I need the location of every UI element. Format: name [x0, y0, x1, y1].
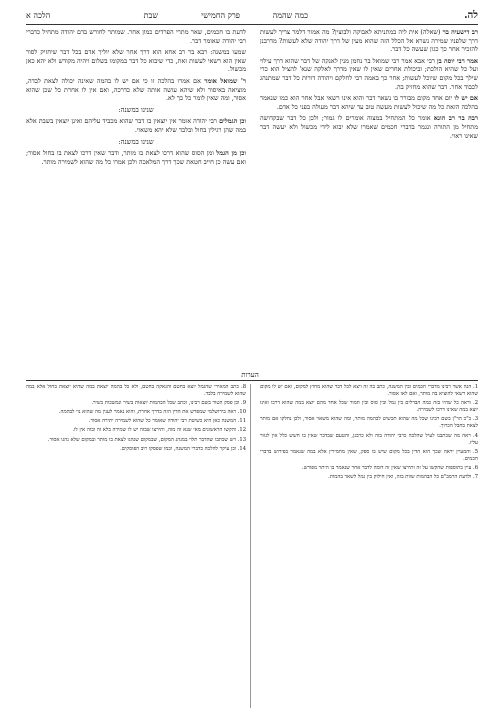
- footnotes-left-column: [26, 384, 246, 710]
- text-paragraph: [26, 117, 246, 134]
- paragraph-lead-words: וכן הגמלים: [219, 117, 246, 126]
- paragraph-body: אם אמרו בהלכה זו כי אם יש לו בהמה שאינה יכולה לצאת לבדה, מוציאה באיסור ולא שיהא עושה אותה שלא כדרכה, ואם אין לו אחרת כל שכן שהוא אסור, ומה שאין לומר כל כך לא.: [26, 76, 246, 103]
- paragraph-lead-words: אם יש לו: [454, 94, 478, 103]
- section-heading: [26, 106, 246, 115]
- footnote: 14. וכן עיקר להלכה כדברי המשנה, וכמו שפסקו רוב הפוסקים.: [120, 445, 246, 452]
- footnote: 7. ולדעת הרמב"ם כל הבהמות שוות בזה, ואין חילוק בין גמל לשאר בהמות.: [328, 474, 478, 481]
- text-paragraph: [26, 77, 246, 103]
- text-paragraph: [260, 114, 478, 140]
- footnote: 3. כ"כ הר"ן בשם רבינו שכל מה שהוא תכשיט לבהמה מותר, ומה שהוא משאוי אסור, ולכן נחלקו אם מותר לצאת בחבל הכרוך.: [260, 416, 478, 430]
- footnote: 10. ראה בירושלמי שמפרש את הדין הזה בדרך אחרת, והוא נאמר לענין מה שהוא נוי לבהמה.: [58, 409, 246, 416]
- paragraph-body: ומן הסוס שהוא דרכו לצאת בו מותר, ודבר שאין דרכו לצאת בו בחול אסור; ואם עשה כן חייב חטאת שכך דרך המלאכה ולכן אמרו כל מה שהוא לשמירה מותר.: [26, 149, 246, 166]
- footnote: 11. המשנה כאן היא כשיטת רבי יהודה שאומר כל שהוא לשמירה יתירה אסור.: [88, 418, 246, 425]
- paragraph-body: שנינו במשנה:: [118, 137, 154, 146]
- footnote: 2. וראה כל שהיו בזה כמה הבדלים בין גמל ובין סוס ובין חמור שכל אחד מהם יוצא במה שהוא דרכו ואינו יוצא במה שאינו דרכו לשמירה.: [260, 400, 478, 414]
- paragraph-lead-words: וכן מן הגמל: [216, 149, 246, 158]
- notes-title: הערות: [241, 371, 259, 379]
- text-paragraph: [26, 149, 246, 166]
- paragraph-lead-words: אמר רבי יוסה בן: [436, 56, 478, 65]
- paragraph-body: רבי אבא אמר רבי שמואל בר נחמן מנין לאנקה של דבר שהוא דרך עילוי ועל כל שהיא הולכת; וביכולת אחרים שאין לו שאין מדרך לאלקה שנא' להציל הוא כדי שילך בכל מקום שיוכל לעשות; אחר כך באמה רבי לחלקם ויהודה דורות כל דבר שמתנהג לכבוד אחר. דבר שהוא מחזיק בה.: [260, 56, 478, 91]
- paragraph-lead-words: ר' שמואל אומר: [204, 76, 246, 85]
- header-sugya: כמה שהמה: [272, 11, 308, 20]
- footnote: 4. ראה מה שכתבנו לעיל שהלכה כרבי יהודה בזה ולא כרבנן, והטעם שבדבר שאין בו חשש כלל אין לגזור עליו.: [260, 432, 478, 446]
- main-text-right-column: [260, 28, 478, 360]
- paragraph-lead-words: רבה בר רב הונא: [433, 114, 478, 123]
- folio-number: לה.: [464, 10, 478, 21]
- paragraph-body: (שאלה) אית ליה במתניתא לאבוקה ולבוצין? מה אמור דלמר צריך לעשות דרך שלפניו שמירה נשרא אל הכלל הזה שהוא מעין של דרך יהודה שלא לעשות? מדרבנן להזכיר אחר כך כגון שעשה כל דבר.: [260, 28, 478, 54]
- paragraph-body: לדעת בו חכמים, שאר מתרי הפרדים כמון אחר. שמותר לחורש בדם יהודה מתחיל כדברי רבי יהודה שאומר דבר.: [26, 28, 246, 45]
- header-halacha: הלכה א: [26, 11, 51, 20]
- footnote: 9. וכן פסק הטור בשם רבינו, וכתב שכל הבהמות יוצאות בשיר ונמשכות בשיר.: [91, 400, 246, 407]
- notes-divider: [250, 384, 251, 708]
- text-paragraph: [260, 28, 478, 54]
- footnote: 1. הנה אשר רבינו מדברי חכמים ובין המשנה, כתב בה זה ויצא לכל דבר שהוא מחוץ למקום, ואם יש לו מקום שהוא רשאי להוציא בה מותר, ואם לאו אסור.: [260, 384, 478, 398]
- notes-rule: [26, 380, 478, 381]
- text-paragraph: [26, 48, 246, 74]
- footnote: 12. והקשו הראשונים מאי שנא זה מזה, ותירצו שבזה יש לו שמירה בלא זה ובזה אין לו.: [72, 427, 246, 434]
- paragraph-body: יום אחד מקום מבורר בו נשאר דבר והוא אינו רשאי אבל אחר הוא כמו שנאמר בהלכה הזאת כל מה שיכול לעשות מעשה טוב עד שיהא דבר מעולה בפני כל אדם.: [260, 94, 478, 111]
- footnote: 5. והמעיין יראה שכך הוא הדין בכל מקום שיש בו ספק, שאין מחמירין אלא במה שנאמר בפירוש בדברי חכמים.: [260, 448, 478, 462]
- header-chapter: פרק החמישי: [201, 11, 240, 20]
- footnotes-right-column: [260, 384, 478, 710]
- footnote: 13. ויש שכתבו שהדבר תלוי במנהג המקום, שבמקום שנהגו לצאת בו מותר ובמקום שלא נהגו אסור.: [47, 436, 246, 443]
- main-text-left-column: [26, 28, 246, 360]
- section-heading: [26, 138, 246, 147]
- footnote: 8. כתב המאירי שהגמל יוצא בחטם והנאקה בחטם, ולא כל בהמה יוצאת במה שהיא יוצאת בחול אלא במה שהוא לשמירה בלבד.: [26, 384, 246, 398]
- page-header: [26, 10, 478, 22]
- text-paragraph: [26, 28, 246, 45]
- footnote: 6. עיין בתוספות שהקשו על זה ותירצו שאין זה דומה לדבר אחר שנאמר בו היתר מפורש.: [302, 464, 478, 471]
- header-tractate: שבת: [143, 11, 158, 20]
- paragraph-body: שמעו במשנה: רבא בר רב אחא הוא דרך אחר שלא יוליך אדם בכל דבר שיחזיק לסור שאין הוא רשאי לעשות זאת, כדי שיבוא כל דבר במקומו בשלום ויהיה מקודש ולא יהא כאן מכשול.: [26, 48, 246, 74]
- paragraph-body: אומר כל המתחיל במצוה אומרים לו גמור; ולכן כל דבר שבקדושה מתחיל מן התורה ונגמר בדברי חכמים שאמרו שלא יבוא לידי מכשול ולא יעשה דבר שאינו ראוי.: [260, 114, 478, 140]
- paragraph-body: שנינו במשנה:: [118, 105, 154, 114]
- text-paragraph: [260, 57, 478, 91]
- paragraph-lead-words: רב דישעיה בר: [442, 28, 478, 36]
- header-rule: [26, 24, 478, 25]
- text-paragraph: [260, 94, 478, 111]
- paragraph-body: רבי יהודה אומר אין יוצאין בו דבר שהוא מכביד עליהם ואינן יוצאין בשבת אלא במה שהן רגילין בחול ובלבד שלא יהא משאוי.: [26, 117, 246, 134]
